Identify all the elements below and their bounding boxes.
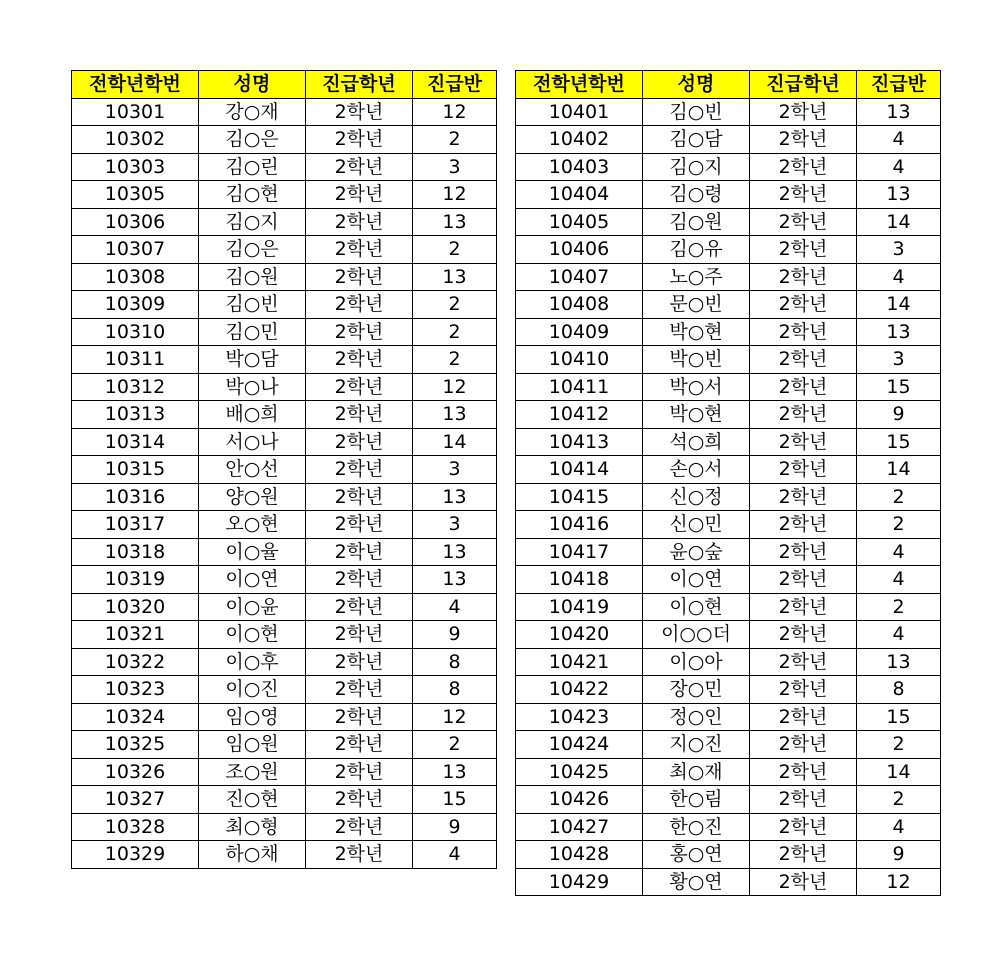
grade-cell: 2학년 [306, 291, 413, 319]
class-cell: 4 [857, 621, 941, 649]
student-id-cell: 10417 [516, 538, 643, 566]
student-id-cell: 10325 [72, 731, 199, 759]
student-name-cell: 김○지 [643, 153, 750, 181]
table-row [72, 263, 497, 291]
grade-cell: 2학년 [750, 703, 857, 731]
student-name-cell: 홍○연 [643, 841, 750, 869]
class-cell: 3 [857, 236, 941, 264]
class-cell: 3 [413, 456, 497, 484]
student-name-cell: 노○주 [643, 263, 750, 291]
grade-cell: 2학년 [750, 621, 857, 649]
student-name-cell: 박○서 [643, 373, 750, 401]
table-row [72, 841, 497, 869]
student-id-cell: 10408 [516, 291, 643, 319]
student-id-cell: 10319 [72, 566, 199, 594]
table-row [516, 758, 941, 786]
student-id-cell: 10427 [516, 813, 643, 841]
table-row [72, 813, 497, 841]
student-name-cell: 신○정 [643, 483, 750, 511]
table-row [72, 126, 497, 154]
student-name-cell: 지○진 [643, 731, 750, 759]
student-id-cell: 10424 [516, 731, 643, 759]
grade-cell: 2학년 [750, 208, 857, 236]
grade-cell: 2학년 [750, 841, 857, 869]
student-name-cell: 김○원 [199, 263, 306, 291]
student-id-cell: 10420 [516, 621, 643, 649]
class-cell: 4 [857, 538, 941, 566]
grade-cell: 2학년 [306, 593, 413, 621]
student-id-cell: 10425 [516, 758, 643, 786]
grade-cell: 2학년 [750, 373, 857, 401]
student-name-cell: 한○진 [643, 813, 750, 841]
student-name-cell: 김○유 [643, 236, 750, 264]
student-id-cell: 10410 [516, 346, 643, 374]
student-name-cell: 한○림 [643, 786, 750, 814]
student-name-cell: 양○원 [199, 483, 306, 511]
table-row [516, 126, 941, 154]
class-cell: 14 [857, 456, 941, 484]
student-id-cell: 10423 [516, 703, 643, 731]
grade-cell: 2학년 [750, 648, 857, 676]
class-cell: 2 [413, 126, 497, 154]
grade-cell: 2학년 [750, 401, 857, 429]
student-name-cell: 이○진 [199, 676, 306, 704]
table-row [516, 291, 941, 319]
student-id-cell: 10327 [72, 786, 199, 814]
grade-cell: 2학년 [306, 126, 413, 154]
class-cell: 4 [413, 841, 497, 869]
class-cell: 4 [857, 813, 941, 841]
class-cell: 9 [413, 621, 497, 649]
class-cell: 2 [857, 786, 941, 814]
student-id-cell: 10407 [516, 263, 643, 291]
table-row [72, 318, 497, 346]
class-cell: 12 [413, 373, 497, 401]
header-class: 진급반 [857, 71, 941, 99]
grade-cell: 2학년 [306, 263, 413, 291]
header-name: 성명 [199, 71, 306, 99]
class-cell: 13 [413, 538, 497, 566]
class-cell: 12 [413, 98, 497, 126]
student-name-cell: 김○령 [643, 181, 750, 209]
class-cell: 4 [857, 566, 941, 594]
student-name-cell: 배○희 [199, 401, 306, 429]
student-id-cell: 10322 [72, 648, 199, 676]
student-id-cell: 10316 [72, 483, 199, 511]
table-row [516, 98, 941, 126]
class-cell: 12 [857, 868, 941, 896]
table-row [72, 511, 497, 539]
grade-cell: 2학년 [306, 456, 413, 484]
class-cell: 2 [413, 291, 497, 319]
grade-cell: 2학년 [306, 511, 413, 539]
student-name-cell: 김○린 [199, 153, 306, 181]
class-cell: 15 [857, 373, 941, 401]
table-row [72, 593, 497, 621]
class-cell: 9 [857, 841, 941, 869]
student-name-cell: 이○후 [199, 648, 306, 676]
grade-cell: 2학년 [750, 291, 857, 319]
student-name-cell: 김○빈 [643, 98, 750, 126]
header-row [516, 71, 941, 99]
student-id-cell: 10323 [72, 676, 199, 704]
grade-cell: 2학년 [750, 126, 857, 154]
header-student-id: 전학년학번 [516, 71, 643, 99]
table-row [516, 456, 941, 484]
class-cell: 13 [857, 318, 941, 346]
student-id-cell: 10406 [516, 236, 643, 264]
class-cell: 4 [857, 153, 941, 181]
grade-cell: 2학년 [306, 208, 413, 236]
table-row [72, 236, 497, 264]
student-id-cell: 10329 [72, 841, 199, 869]
student-name-cell: 이○아 [643, 648, 750, 676]
class-cell: 2 [413, 346, 497, 374]
student-id-cell: 10419 [516, 593, 643, 621]
class-cell: 13 [857, 648, 941, 676]
table-row [516, 153, 941, 181]
header-row [72, 71, 497, 99]
table-row [72, 153, 497, 181]
table-row [516, 868, 941, 896]
student-name-cell: 조○원 [199, 758, 306, 786]
table-row [516, 648, 941, 676]
student-name-cell: 박○나 [199, 373, 306, 401]
table-row [72, 758, 497, 786]
grade-cell: 2학년 [306, 373, 413, 401]
grade-cell: 2학년 [306, 841, 413, 869]
student-id-cell: 10309 [72, 291, 199, 319]
student-id-cell: 10305 [72, 181, 199, 209]
student-name-cell: 김○은 [199, 126, 306, 154]
student-name-cell: 김○원 [643, 208, 750, 236]
table-row [72, 208, 497, 236]
student-id-cell: 10317 [72, 511, 199, 539]
grade-cell: 2학년 [306, 318, 413, 346]
table-row [72, 346, 497, 374]
table-row [72, 483, 497, 511]
table-row [72, 401, 497, 429]
student-name-cell: 서○나 [199, 428, 306, 456]
student-name-cell: 박○현 [643, 318, 750, 346]
student-id-cell: 10311 [72, 346, 199, 374]
table-row [516, 538, 941, 566]
student-name-cell: 황○연 [643, 868, 750, 896]
class-cell: 2 [413, 318, 497, 346]
table-row [516, 483, 941, 511]
class-cell: 3 [413, 153, 497, 181]
grade-cell: 2학년 [750, 511, 857, 539]
student-id-cell: 10401 [516, 98, 643, 126]
student-name-cell: 이○○더 [643, 621, 750, 649]
student-name-cell: 임○원 [199, 731, 306, 759]
student-id-cell: 10313 [72, 401, 199, 429]
student-id-cell: 10421 [516, 648, 643, 676]
student-name-cell: 진○현 [199, 786, 306, 814]
student-id-cell: 10310 [72, 318, 199, 346]
student-name-cell: 하○채 [199, 841, 306, 869]
student-name-cell: 장○민 [643, 676, 750, 704]
class-cell: 14 [857, 291, 941, 319]
student-id-cell: 10414 [516, 456, 643, 484]
table-row [516, 318, 941, 346]
student-name-cell: 이○율 [199, 538, 306, 566]
student-name-cell: 박○담 [199, 346, 306, 374]
student-id-cell: 10312 [72, 373, 199, 401]
student-id-cell: 10426 [516, 786, 643, 814]
table-row [516, 346, 941, 374]
student-name-cell: 김○민 [199, 318, 306, 346]
student-id-cell: 10403 [516, 153, 643, 181]
class-roster-table-right [515, 70, 941, 896]
grade-cell: 2학년 [750, 676, 857, 704]
grade-cell: 2학년 [306, 98, 413, 126]
class-cell: 15 [857, 703, 941, 731]
header-class: 진급반 [413, 71, 497, 99]
class-cell: 13 [413, 758, 497, 786]
table-row [72, 428, 497, 456]
table-row [516, 373, 941, 401]
grade-cell: 2학년 [306, 758, 413, 786]
grade-cell: 2학년 [306, 346, 413, 374]
student-id-cell: 10404 [516, 181, 643, 209]
grade-cell: 2학년 [306, 236, 413, 264]
class-cell: 13 [413, 566, 497, 594]
grade-cell: 2학년 [750, 428, 857, 456]
student-name-cell: 이○윤 [199, 593, 306, 621]
grade-cell: 2학년 [306, 538, 413, 566]
grade-cell: 2학년 [750, 318, 857, 346]
table-body [516, 98, 941, 896]
grade-cell: 2학년 [306, 428, 413, 456]
student-id-cell: 10303 [72, 153, 199, 181]
student-id-cell: 10320 [72, 593, 199, 621]
grade-cell: 2학년 [750, 786, 857, 814]
student-id-cell: 10402 [516, 126, 643, 154]
student-id-cell: 10306 [72, 208, 199, 236]
table-row [72, 538, 497, 566]
table-row [516, 566, 941, 594]
class-cell: 4 [857, 263, 941, 291]
class-cell: 14 [413, 428, 497, 456]
student-name-cell: 박○현 [643, 401, 750, 429]
grade-cell: 2학년 [306, 566, 413, 594]
class-cell: 2 [857, 483, 941, 511]
header-student-id: 전학년학번 [72, 71, 199, 99]
table-row [516, 208, 941, 236]
student-id-cell: 10314 [72, 428, 199, 456]
table-row [516, 731, 941, 759]
class-cell: 3 [857, 346, 941, 374]
table-row [516, 786, 941, 814]
student-name-cell: 윤○숲 [643, 538, 750, 566]
class-cell: 13 [857, 181, 941, 209]
class-cell: 4 [413, 593, 497, 621]
class-cell: 14 [857, 758, 941, 786]
grade-cell: 2학년 [750, 456, 857, 484]
student-name-cell: 손○서 [643, 456, 750, 484]
class-cell: 13 [413, 208, 497, 236]
class-cell: 4 [857, 126, 941, 154]
student-name-cell: 문○빈 [643, 291, 750, 319]
student-name-cell: 임○영 [199, 703, 306, 731]
student-id-cell: 10326 [72, 758, 199, 786]
table-row [516, 593, 941, 621]
table-row [72, 456, 497, 484]
header-grade: 진급학년 [750, 71, 857, 99]
class-cell: 9 [857, 401, 941, 429]
student-name-cell: 김○빈 [199, 291, 306, 319]
student-name-cell: 안○선 [199, 456, 306, 484]
grade-cell: 2학년 [750, 263, 857, 291]
table-row [72, 373, 497, 401]
class-cell: 14 [857, 208, 941, 236]
table-row [72, 291, 497, 319]
student-name-cell: 박○빈 [643, 346, 750, 374]
table-row [516, 676, 941, 704]
grade-cell: 2학년 [306, 813, 413, 841]
student-id-cell: 10308 [72, 263, 199, 291]
grade-cell: 2학년 [306, 703, 413, 731]
student-name-cell: 석○희 [643, 428, 750, 456]
header-name: 성명 [643, 71, 750, 99]
table-row [516, 236, 941, 264]
table-row [72, 648, 497, 676]
class-cell: 3 [413, 511, 497, 539]
class-cell: 12 [413, 703, 497, 731]
student-id-cell: 10302 [72, 126, 199, 154]
table-row [72, 621, 497, 649]
student-name-cell: 정○인 [643, 703, 750, 731]
grade-cell: 2학년 [306, 621, 413, 649]
grade-cell: 2학년 [750, 346, 857, 374]
table-row [516, 841, 941, 869]
student-id-cell: 10418 [516, 566, 643, 594]
header-grade: 진급학년 [306, 71, 413, 99]
table-row [72, 786, 497, 814]
student-name-cell: 김○현 [199, 181, 306, 209]
student-id-cell: 10328 [72, 813, 199, 841]
class-cell: 8 [857, 676, 941, 704]
class-cell: 13 [413, 483, 497, 511]
class-cell: 2 [413, 731, 497, 759]
grade-cell: 2학년 [306, 153, 413, 181]
grade-cell: 2학년 [750, 566, 857, 594]
student-name-cell: 이○연 [643, 566, 750, 594]
grade-cell: 2학년 [306, 731, 413, 759]
table-row [516, 621, 941, 649]
student-name-cell: 최○재 [643, 758, 750, 786]
student-name-cell: 이○현 [199, 621, 306, 649]
grade-cell: 2학년 [750, 593, 857, 621]
student-id-cell: 10301 [72, 98, 199, 126]
table-body [72, 98, 497, 868]
table-row [72, 703, 497, 731]
class-cell: 2 [413, 236, 497, 264]
student-id-cell: 10324 [72, 703, 199, 731]
grade-cell: 2학년 [306, 786, 413, 814]
class-cell: 15 [413, 786, 497, 814]
table-row [516, 813, 941, 841]
table-row [72, 98, 497, 126]
class-cell: 8 [413, 648, 497, 676]
student-id-cell: 10411 [516, 373, 643, 401]
student-id-cell: 10412 [516, 401, 643, 429]
student-id-cell: 10318 [72, 538, 199, 566]
table-row [516, 181, 941, 209]
student-name-cell: 김○은 [199, 236, 306, 264]
student-id-cell: 10429 [516, 868, 643, 896]
table-row [516, 703, 941, 731]
student-name-cell: 신○민 [643, 511, 750, 539]
grade-cell: 2학년 [750, 538, 857, 566]
table-row [72, 181, 497, 209]
student-name-cell: 이○현 [643, 593, 750, 621]
grade-cell: 2학년 [306, 401, 413, 429]
student-id-cell: 10405 [516, 208, 643, 236]
table-row [516, 428, 941, 456]
table-row [72, 731, 497, 759]
grade-cell: 2학년 [306, 181, 413, 209]
class-cell: 9 [413, 813, 497, 841]
student-name-cell: 최○형 [199, 813, 306, 841]
grade-cell: 2학년 [750, 98, 857, 126]
student-name-cell: 이○연 [199, 566, 306, 594]
student-id-cell: 10428 [516, 841, 643, 869]
class-cell: 8 [413, 676, 497, 704]
class-cell: 13 [413, 263, 497, 291]
student-name-cell: 김○담 [643, 126, 750, 154]
student-name-cell: 김○지 [199, 208, 306, 236]
grade-cell: 2학년 [750, 731, 857, 759]
student-id-cell: 10413 [516, 428, 643, 456]
grade-cell: 2학년 [306, 676, 413, 704]
student-id-cell: 10315 [72, 456, 199, 484]
student-name-cell: 오○현 [199, 511, 306, 539]
student-name-cell: 강○재 [199, 98, 306, 126]
table-row [516, 401, 941, 429]
class-cell: 15 [857, 428, 941, 456]
grade-cell: 2학년 [750, 483, 857, 511]
table-row [72, 566, 497, 594]
class-cell: 2 [857, 511, 941, 539]
class-roster-table-left [71, 70, 497, 869]
student-id-cell: 10416 [516, 511, 643, 539]
grade-cell: 2학년 [750, 236, 857, 264]
table-row [72, 676, 497, 704]
grade-cell: 2학년 [750, 153, 857, 181]
student-id-cell: 10321 [72, 621, 199, 649]
class-cell: 2 [857, 593, 941, 621]
class-cell: 12 [413, 181, 497, 209]
grade-cell: 2학년 [750, 181, 857, 209]
class-cell: 13 [413, 401, 497, 429]
table-row [516, 263, 941, 291]
student-id-cell: 10422 [516, 676, 643, 704]
grade-cell: 2학년 [306, 648, 413, 676]
grade-cell: 2학년 [750, 868, 857, 896]
grade-cell: 2학년 [750, 813, 857, 841]
grade-cell: 2학년 [306, 483, 413, 511]
student-id-cell: 10415 [516, 483, 643, 511]
student-id-cell: 10409 [516, 318, 643, 346]
class-cell: 2 [857, 731, 941, 759]
class-cell: 13 [857, 98, 941, 126]
table-row [516, 511, 941, 539]
student-id-cell: 10307 [72, 236, 199, 264]
grade-cell: 2학년 [750, 758, 857, 786]
